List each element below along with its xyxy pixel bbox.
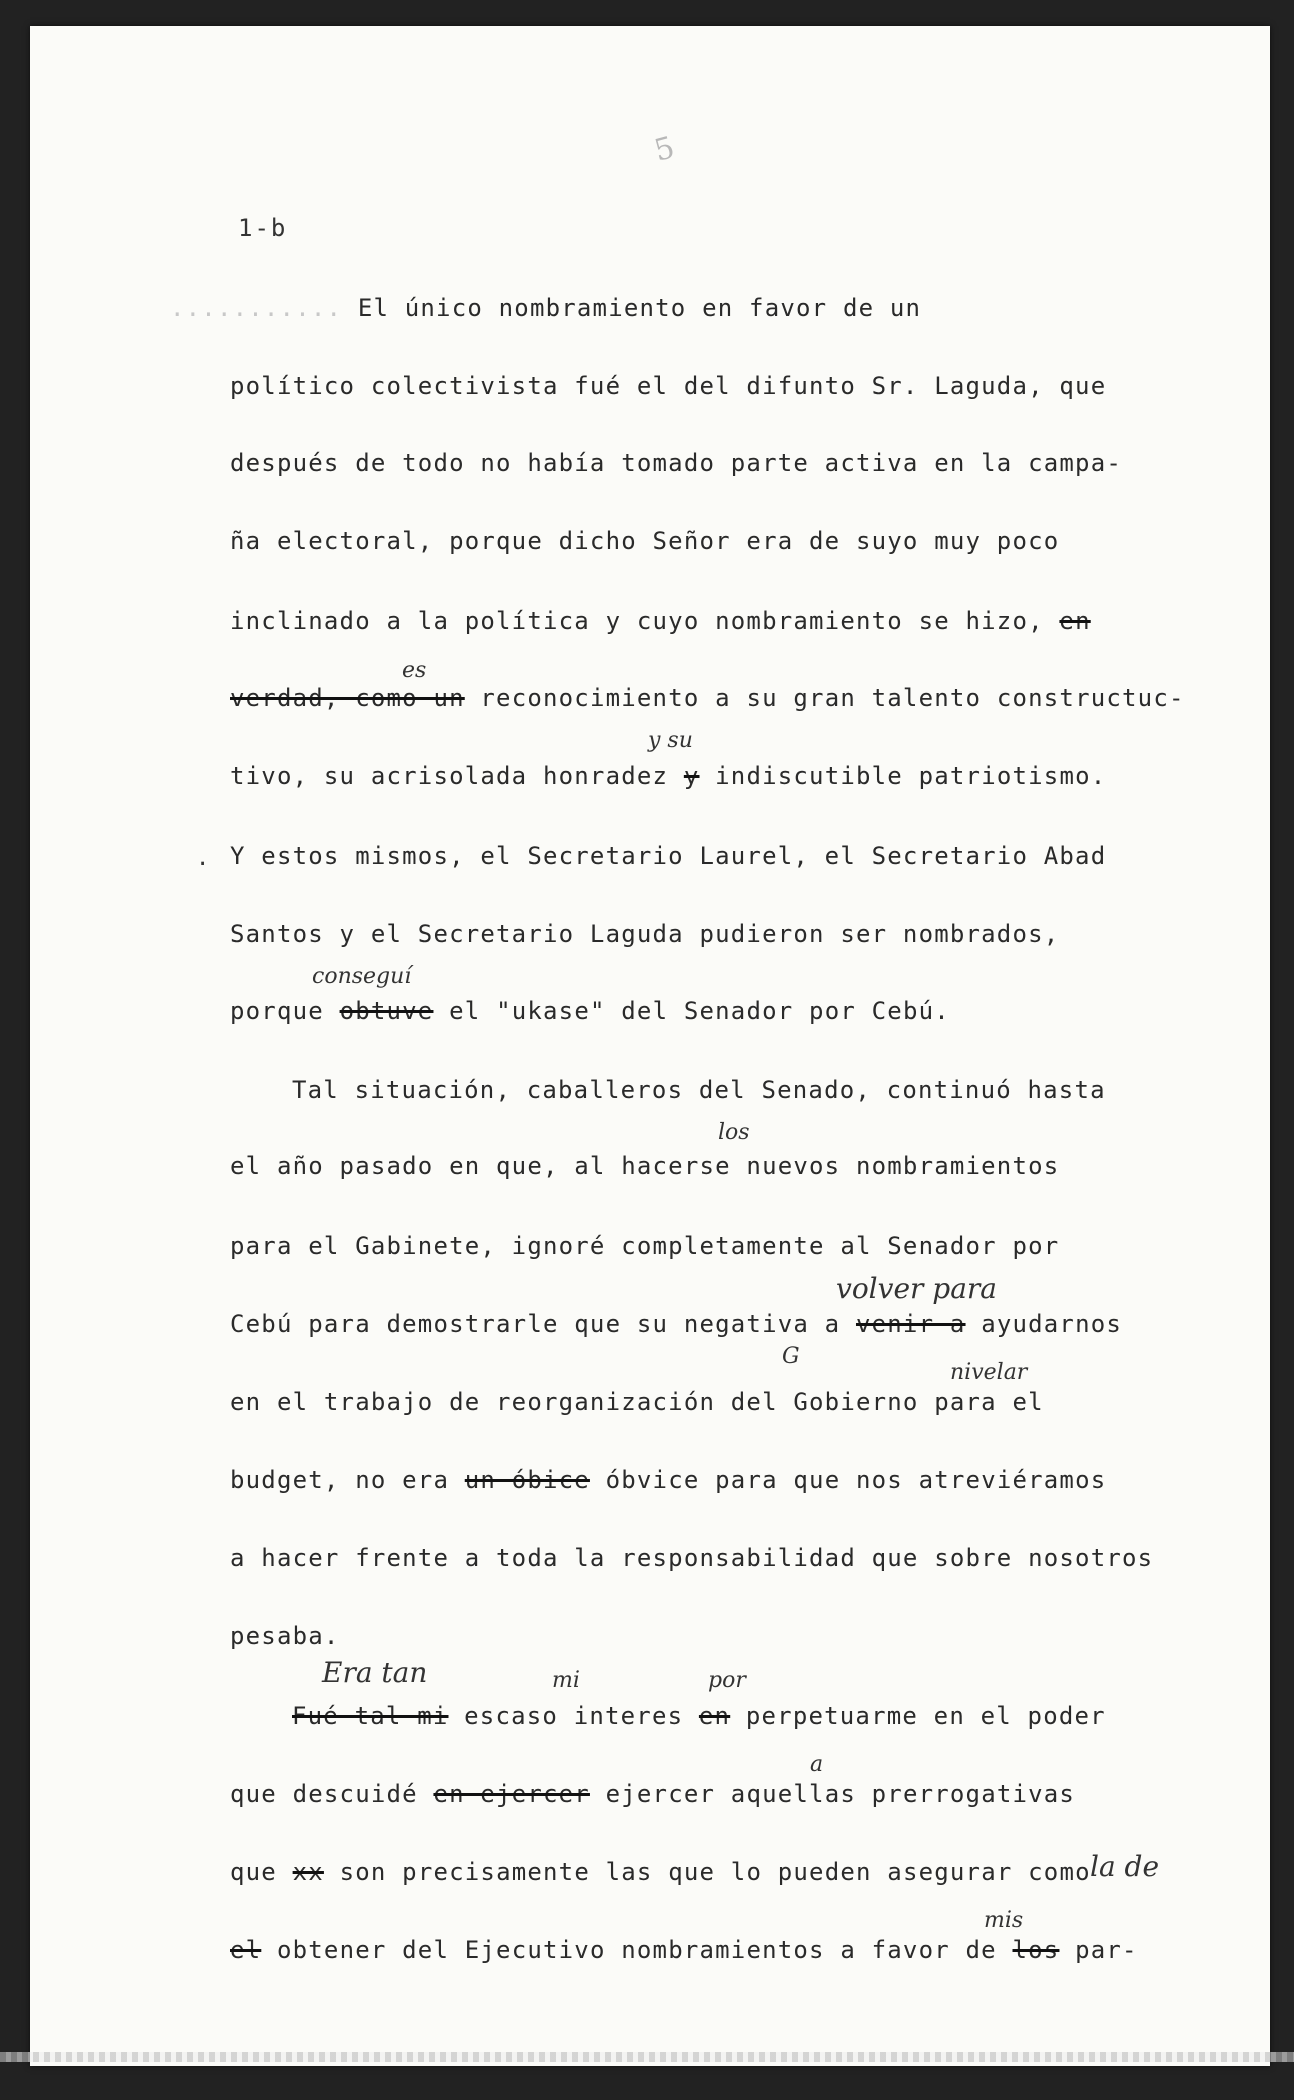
pencil-mark: 5 [650, 130, 679, 169]
struck-text: en ejercer [433, 1780, 590, 1808]
line-text: tivo, su acrisolada honradez [230, 762, 669, 790]
struck-text: obtuve [339, 997, 434, 1025]
text-line-4: ña electoral, porque dicho Señor era de suyo muy poco [230, 527, 1060, 555]
handwritten-annotation: volver para [836, 1272, 997, 1305]
text-line-22 [230, 1936, 1150, 1964]
text-line-2: político colectivista fué el del difunto Sr. Laguda, que [230, 372, 1107, 400]
struck-text: el [230, 1936, 262, 1964]
text-line-7 [230, 762, 1150, 790]
text-line-21 [230, 1858, 1150, 1886]
text-line-6 [230, 684, 1185, 712]
text-line-13: para el Gabinete, ignoré completamente al Senador por [230, 1232, 1060, 1260]
handwritten-annotation: los [718, 1120, 750, 1145]
text-line-5 [230, 607, 1150, 635]
page-number: 1-b [238, 214, 288, 242]
line-text: el "ukase" del Senador por Cebú. [449, 997, 950, 1025]
line-text: obtener del Ejecutivo nombramientos a favor de [276, 1936, 997, 1964]
line-text: perpetuarme en el poder [745, 1702, 1106, 1730]
struck-text: y [683, 762, 700, 790]
text-line-16 [230, 1466, 1150, 1494]
text-line-11: Tal situación, caballeros del Senado, continuó hasta [292, 1076, 1106, 1104]
struck-text: xx [292, 1858, 324, 1886]
line-text: que descuidé [230, 1780, 418, 1808]
text-line-18: pesaba. [230, 1622, 340, 1650]
line-text: porque [230, 997, 324, 1025]
line-text: ejercer aquellas prerrogativas [605, 1780, 1076, 1808]
text-line-8: Y estos mismos, el Secretario Laurel, el Secretario Abad [230, 842, 1107, 870]
text-line-10 [230, 997, 1150, 1025]
handwritten-annotation: conseguí [312, 964, 412, 989]
text-line-12: el año pasado en que, al hacerse nuevos nombramientos [230, 1152, 1060, 1180]
handwritten-annotation: Era tan [322, 1656, 428, 1689]
text-line-20 [230, 1780, 1150, 1808]
line-text: escaso interes [464, 1702, 684, 1730]
handwritten-annotation: y su [648, 728, 693, 753]
faded-text: ........... [170, 294, 343, 322]
line-text: óbvice para que nos atreviéramos [605, 1466, 1107, 1494]
text-line-17: a hacer frente a toda la responsabilidad que sobre nosotros [230, 1544, 1154, 1572]
line-text: son precisamente las que lo pueden asegurar como [339, 1858, 1091, 1886]
struck-text: en [1059, 607, 1091, 635]
struck-text: un óbice [464, 1466, 590, 1494]
line-text: El único nombramiento en favor de un [357, 294, 922, 322]
margin-dot: . [196, 846, 210, 871]
line-text: par- [1075, 1936, 1138, 1964]
struck-text: verdad, como un [230, 684, 465, 712]
struck-text: venir a [855, 1310, 966, 1338]
text-line-15: en el trabajo de reorganización del Gobierno para el [230, 1388, 1044, 1416]
struck-text: los [1012, 1936, 1060, 1964]
typewritten-page [30, 26, 1270, 2066]
handwritten-annotation: mi [552, 1668, 580, 1693]
line-text: budget, no era [230, 1466, 450, 1494]
handwritten-annotation: por [708, 1668, 746, 1693]
text-line-9: Santos y el Secretario Laguda pudieron ser nombrados, [230, 920, 1060, 948]
handwritten-annotation: G [782, 1344, 800, 1369]
handwritten-annotation: mis [984, 1908, 1024, 1933]
text-line-14 [230, 1310, 1150, 1338]
handwritten-annotation: nivelar [950, 1360, 1028, 1385]
text-line-1 [170, 294, 1090, 322]
line-text: indiscutible patriotismo. [715, 762, 1107, 790]
line-text: que [230, 1858, 277, 1886]
handwritten-annotation: la de [1090, 1850, 1160, 1883]
line-text: ayudarnos [981, 1310, 1123, 1338]
line-text: Cebú para demostrarle que su negativa a [230, 1310, 841, 1338]
struck-text: en [698, 1702, 731, 1730]
text-line-19 [292, 1702, 1212, 1730]
text-line-3: después de todo no había tomado parte activa en la campa- [230, 449, 1123, 477]
paper-bottom-edge [0, 2052, 1294, 2062]
line-text: reconocimiento a su gran talento constructuc- [480, 684, 1185, 712]
struck-text: Fué tal mi [292, 1702, 449, 1730]
line-text: inclinado a la política y cuyo nombramiento se hizo, [230, 607, 1044, 635]
handwritten-annotation: es [402, 658, 427, 683]
handwritten-annotation: a [810, 1752, 824, 1777]
